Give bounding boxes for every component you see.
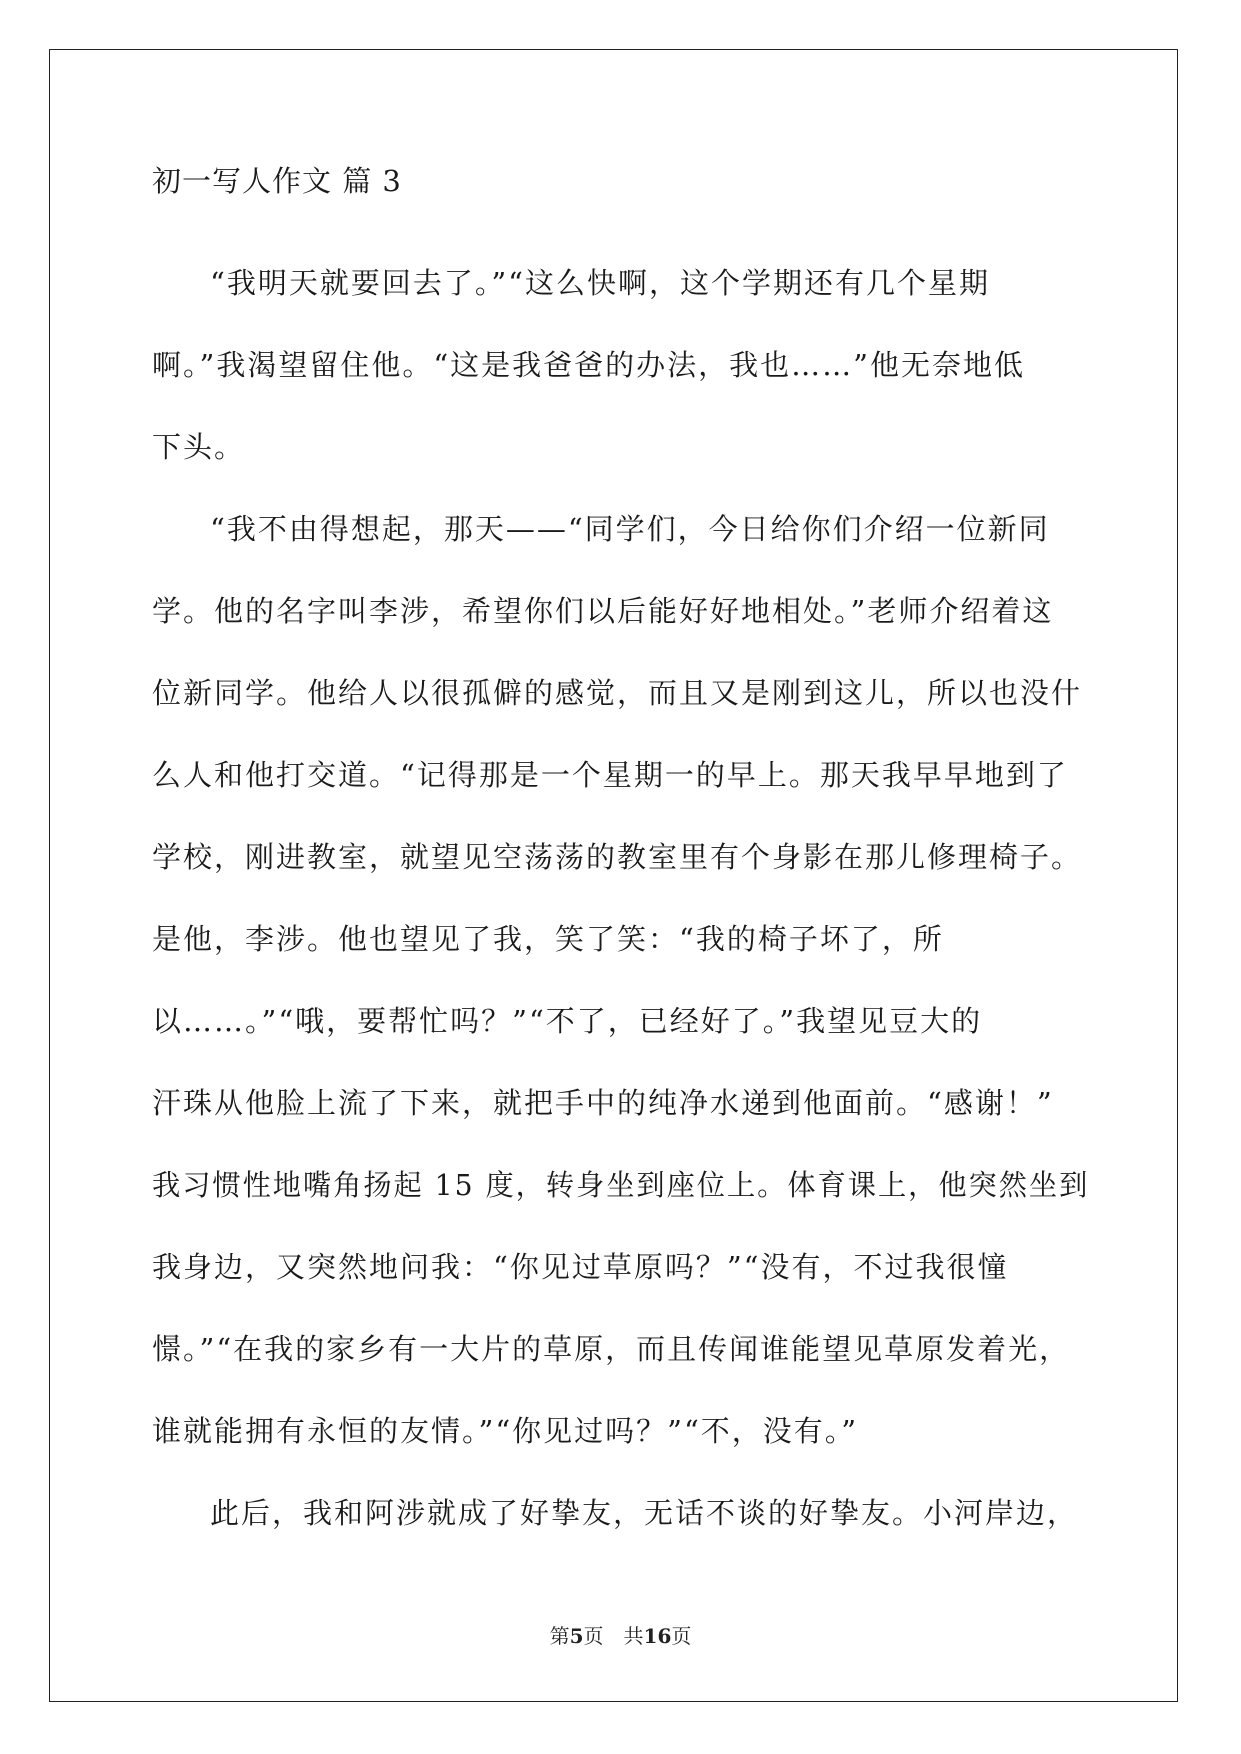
- text-line: 下头。: [152, 430, 246, 464]
- text-line: 学校，刚进教室，就望见空荡荡的教室里有个身影在那儿修理椅子。: [152, 840, 1083, 874]
- text-line: 我习惯性地嘴角扬起 15 度，转身坐到座位上。体育课上，他突然坐到: [152, 1168, 1090, 1202]
- text-line: 我身边，又突然地问我：“你见过草原吗？”“没有，不过我很憧: [152, 1250, 1009, 1284]
- paragraph-1: [152, 242, 1089, 488]
- current-page-number: 5: [569, 1624, 584, 1648]
- text-line: 此后，我和阿涉就成了好挚友，无话不谈的好挚友。小河岸边，: [210, 1496, 1079, 1530]
- total-page-count: 16: [643, 1624, 672, 1648]
- essay-heading: 初一写人作文 篇 3: [152, 164, 402, 198]
- text-line: 以……。”“哦，要帮忙吗？”“不了，已经好了。”我望见豆大的: [152, 1004, 983, 1038]
- text-line: 是他，李涉。他也望见了我，笑了笑：“我的椅子坏了，所: [152, 922, 944, 956]
- document-body: [152, 160, 1089, 1554]
- footer-mid: 页 共: [583, 1624, 644, 1648]
- text-line: “我明天就要回去了。”“这么快啊，这个学期还有几个星期: [210, 266, 990, 300]
- text-line: 学。他的名字叫李涉，希望你们以后能好好地相处。”老师介绍着这: [152, 594, 1054, 628]
- text-line: 位新同学。他给人以很孤僻的感觉，而且又是刚到这儿，所以也没什: [152, 676, 1083, 710]
- text-line: 谁就能拥有永恒的友情。”“你见过吗？”“不，没有。”: [152, 1414, 859, 1448]
- text-line: “我不由得想起，那天——“同学们，今日给你们介绍一位新同: [210, 512, 1050, 546]
- page-footer: [0, 1620, 1241, 1649]
- text-line: 汗珠从他脸上流了下来，就把手中的纯净水递到他面前。“感谢！”: [152, 1086, 1054, 1120]
- paragraph-2: [152, 488, 1089, 1472]
- paragraph-3: [152, 1472, 1089, 1554]
- footer-prefix: 第: [549, 1624, 570, 1648]
- text-line: 憬。”“在我的家乡有一大片的草原，而且传闻谁能望见草原发着光，: [152, 1332, 1071, 1366]
- footer-suffix: 页: [671, 1624, 692, 1648]
- text-line: 么人和他打交道。“记得那是一个星期一的早上。那天我早早地到了: [152, 758, 1068, 792]
- text-line: 啊。”我渴望留住他。“这是我爸爸的办法，我也……”他无奈地低: [152, 348, 1025, 382]
